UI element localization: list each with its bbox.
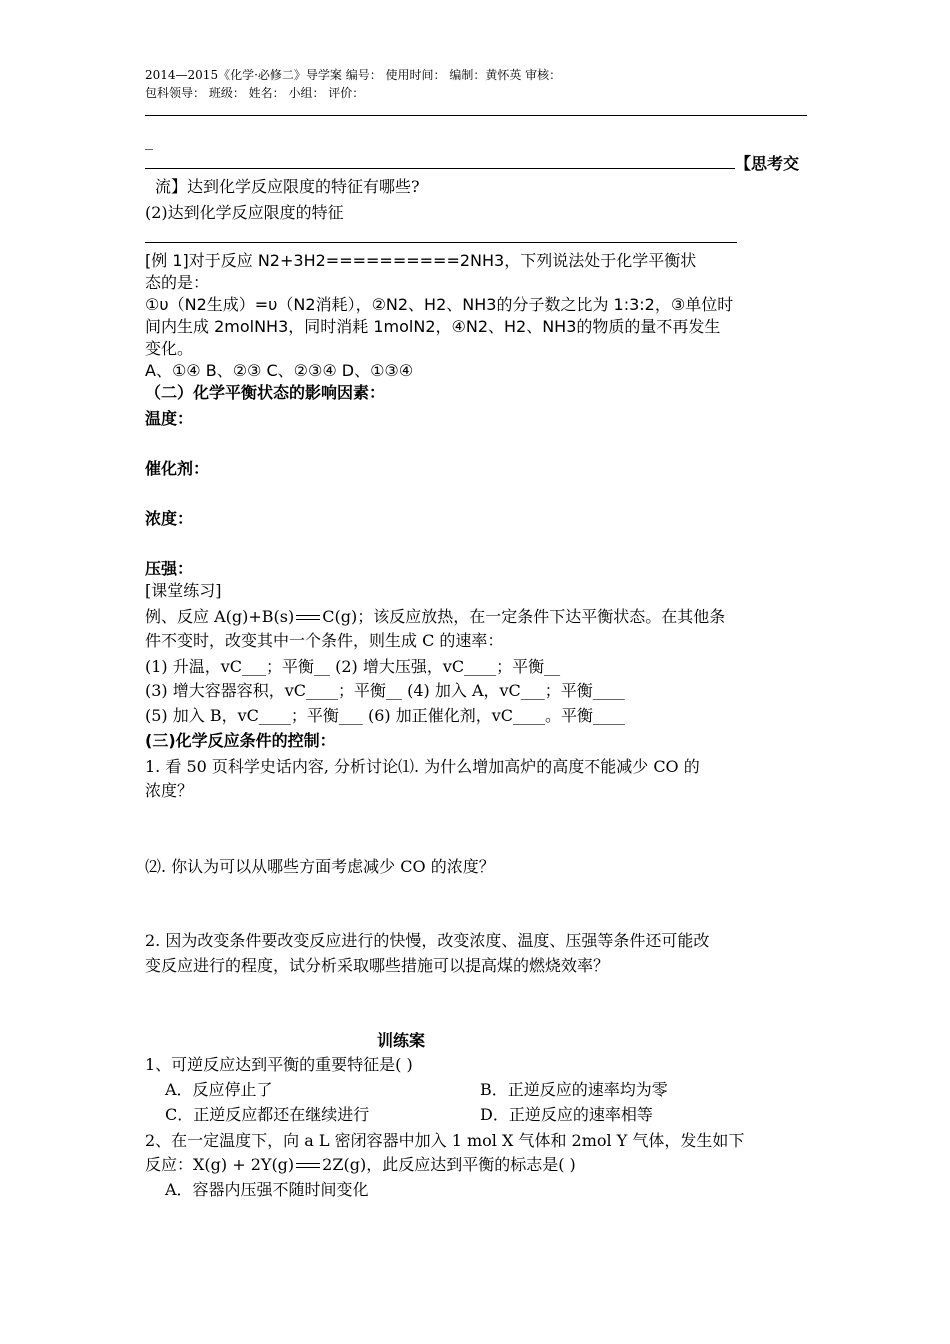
training-q2-line-1: 2、在一定温度下，向 a L 密闭容器中加入 1 mol X 气体和 2mol Y 气体，发生如下 [145, 1131, 745, 1150]
factor-temperature: 温度： [145, 409, 194, 428]
practice-question-line-2: 件不变时，改变其中一个条件，则生成 C 的速率： [145, 631, 504, 650]
practice-row-3: (5) 加入 B，vC____；平衡___ (6) 加正催化剂，vC____。平衡____ [145, 706, 625, 725]
equilibrium-arrow-icon [294, 1161, 322, 1171]
section-factors-title: （二）化学平衡状态的影响因素： [145, 383, 386, 402]
practice-row-1: (1) 升温，vC___；平衡__ (2) 增大压强，vC____；平衡__ [145, 657, 561, 676]
training-q1-option-c: C．正逆反应都还在继续进行 [165, 1105, 370, 1124]
think-tag: 【思考交 [735, 154, 800, 173]
answer-blank [145, 152, 735, 169]
page-header [145, 66, 561, 102]
practice-heading: [课堂练习] [145, 581, 222, 600]
training-q1: 1、可逆反应达到平衡的重要特征是( ) [145, 1055, 413, 1074]
factor-pressure: 压强： [145, 559, 194, 578]
control-q2: ⑵. 你认为可以从哪些方面考虑减少 CO 的浓度？ [145, 857, 495, 876]
training-q2-line-2 [145, 1154, 807, 1176]
example-1-option-line-2: 间内生成 2molNH3，同时消耗 1molN2，④N2、H2、NH3的物质的量不再发生 [145, 317, 721, 336]
training-q1-option-b: B．正逆反应的速率均为零 [480, 1080, 668, 1099]
training-title: 训练案 [376, 1031, 425, 1050]
training-q2-option-a: A．容器内压强不随时间变化 [165, 1180, 369, 1199]
example-1-choices: A、①④ B、②③ C、②③④ D、①③④ [145, 361, 414, 380]
header-divider [145, 115, 807, 116]
example-1-option-line-3: 变化。 [145, 339, 194, 358]
factor-catalyst: 催化剂： [145, 459, 210, 478]
control-q3-line-2: 变反应进行的程度，试分析采取哪些措施可以提高煤的燃烧效率？ [145, 956, 610, 975]
example-1-question: [例 1]对于反应 N2+3H2==========2NH3，下列说法处于化学平衡状 [145, 251, 697, 270]
factor-concentration: 浓度： [145, 509, 194, 528]
header-line-2: 包科领导： 班级： 姓名： 小组： 评价： [145, 86, 365, 100]
practice-question-line-1 [145, 606, 807, 628]
section-2-blank-line [145, 226, 807, 249]
practice-reaction-left: 例、反应 A(g)+B(s) [145, 607, 295, 626]
section-2-title: (2)达到化学反应限度的特征 [145, 203, 344, 222]
control-q1-line-2: 浓度？ [145, 781, 194, 800]
section-control-title: (三)化学反应条件的控制： [145, 731, 336, 750]
header-line-1: 2014—2015《化学·必修二》导学案 编号： 使用时间： 编制：黄怀英 审核： [145, 68, 562, 82]
example-1-question-cont: 态的是： [145, 273, 210, 292]
training-q2-reaction-right: 2Z(g)，此反应达到平衡的标志是( ) [322, 1155, 576, 1174]
control-q1-line-1: 1. 看 50 页科学史话内容, 分析讨论⑴. 为什么增加高炉的高度不能减少 CO 的 [145, 757, 700, 776]
answer-blank [145, 226, 737, 243]
think-question: 流】达到化学反应限度的特征有哪些? [155, 177, 420, 196]
practice-row-2: (3) 增大容器容积，vC____；平衡__ (4) 加入 A，vC___；平衡____ [145, 681, 625, 700]
think-line [145, 152, 807, 175]
control-q3-line-1: 2. 因为改变条件要改变反应进行的快慢，改变浓度、温度、压强等条件还可能改 [145, 931, 710, 950]
training-q1-option-a: A．反应停止了 [165, 1080, 273, 1099]
training-q2-reaction-left: 反应：X(g) + 2Y(g) [145, 1155, 295, 1174]
equilibrium-arrow-icon [294, 613, 322, 623]
practice-reaction-right: C(g)；该反应放热，在一定条件下达平衡状态。在其他条 [322, 607, 726, 626]
dash-mark: _ [145, 131, 153, 150]
training-q1-option-d: D．正逆反应的速率相等 [480, 1105, 653, 1124]
example-1-option-line-1: ①υ（N2生成）=υ（N2消耗），②N2、H2、NH3的分子数之比为 1:3:2，③单位时 [145, 295, 734, 314]
